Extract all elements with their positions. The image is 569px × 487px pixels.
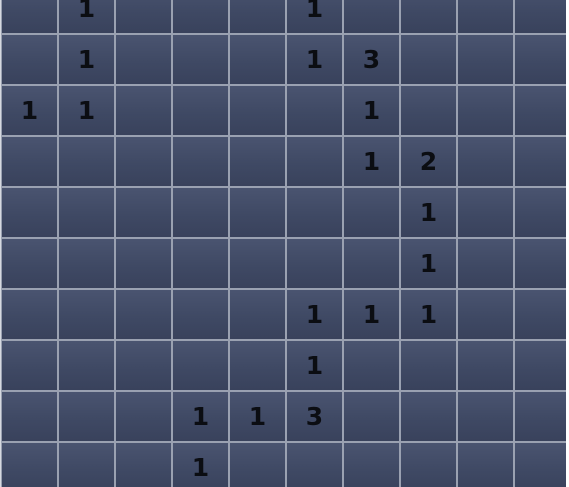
board-cell-r1-c0[interactable] — [1, 34, 58, 85]
board-cell-r6-c9[interactable] — [514, 289, 569, 340]
board-cell-r5-c4[interactable] — [229, 238, 286, 289]
board-cell-r1-c7[interactable] — [400, 34, 457, 85]
board-cell-r4-c5[interactable] — [286, 187, 343, 238]
board-cell-r6-c1[interactable] — [58, 289, 115, 340]
board-cell-r4-c1[interactable] — [58, 187, 115, 238]
board-cell-r4-c2[interactable] — [115, 187, 172, 238]
board-grid — [1, 0, 569, 487]
board-cell-r9-c6[interactable] — [343, 442, 400, 487]
board-cell-r5-c6[interactable] — [343, 238, 400, 289]
board-cell-r9-c4[interactable] — [229, 442, 286, 487]
board-cell-r9-c5[interactable] — [286, 442, 343, 487]
board-cell-r7-c3[interactable] — [172, 340, 229, 391]
board-cell-r3-c5[interactable] — [286, 136, 343, 187]
board-cell-r2-c6[interactable]: 1 — [343, 85, 400, 136]
board-cell-r1-c8[interactable] — [457, 34, 514, 85]
board-cell-r8-c8[interactable] — [457, 391, 514, 442]
board-cell-r9-c9[interactable] — [514, 442, 569, 487]
board-cell-r2-c7[interactable] — [400, 85, 457, 136]
board-cell-r2-c8[interactable] — [457, 85, 514, 136]
board-cell-r3-c3[interactable] — [172, 136, 229, 187]
board-cell-r6-c7[interactable]: 1 — [400, 289, 457, 340]
board-cell-r7-c8[interactable] — [457, 340, 514, 391]
board-cell-r5-c7[interactable]: 1 — [400, 238, 457, 289]
board-cell-r3-c9[interactable] — [514, 136, 569, 187]
board-cell-r2-c9[interactable] — [514, 85, 569, 136]
board-cell-r5-c5[interactable] — [286, 238, 343, 289]
board-cell-r4-c7[interactable]: 1 — [400, 187, 457, 238]
board-cell-r6-c5[interactable]: 1 — [286, 289, 343, 340]
board-cell-r7-c0[interactable] — [1, 340, 58, 391]
board-cell-r7-c4[interactable] — [229, 340, 286, 391]
board-cell-r8-c0[interactable] — [1, 391, 58, 442]
board-cell-r3-c0[interactable] — [1, 136, 58, 187]
board-cell-r6-c6[interactable]: 1 — [343, 289, 400, 340]
board-cell-r2-c1[interactable]: 1 — [58, 85, 115, 136]
board-cell-r8-c9[interactable] — [514, 391, 569, 442]
board-cell-r4-c0[interactable] — [1, 187, 58, 238]
board-cell-r4-c3[interactable] — [172, 187, 229, 238]
board-cell-r7-c1[interactable] — [58, 340, 115, 391]
board-cell-r1-c2[interactable] — [115, 34, 172, 85]
board-cell-r6-c4[interactable] — [229, 289, 286, 340]
board-cell-r1-c5[interactable]: 1 — [286, 34, 343, 85]
board-cell-r8-c7[interactable] — [400, 391, 457, 442]
board-cell-r5-c3[interactable] — [172, 238, 229, 289]
board-cell-r6-c8[interactable] — [457, 289, 514, 340]
board-cell-r7-c7[interactable] — [400, 340, 457, 391]
board-cell-r8-c5[interactable]: 3 — [286, 391, 343, 442]
board-cell-r9-c7[interactable] — [400, 442, 457, 487]
board-cell-r5-c1[interactable] — [58, 238, 115, 289]
board-cell-r6-c0[interactable] — [1, 289, 58, 340]
board-cell-r0-c9[interactable] — [514, 0, 569, 34]
board-cell-r1-c4[interactable] — [229, 34, 286, 85]
board-cell-r3-c8[interactable] — [457, 136, 514, 187]
board-cell-r3-c2[interactable] — [115, 136, 172, 187]
board-cell-r0-c2[interactable] — [115, 0, 172, 34]
board-cell-r1-c3[interactable] — [172, 34, 229, 85]
board-cell-r8-c4[interactable]: 1 — [229, 391, 286, 442]
board-cell-r8-c1[interactable] — [58, 391, 115, 442]
board-cell-r9-c8[interactable] — [457, 442, 514, 487]
board-cell-r0-c7[interactable] — [400, 0, 457, 34]
board-cell-r5-c9[interactable] — [514, 238, 569, 289]
board-cell-r0-c8[interactable] — [457, 0, 514, 34]
board-cell-r5-c8[interactable] — [457, 238, 514, 289]
board-cell-r9-c0[interactable] — [1, 442, 58, 487]
board-cell-r2-c3[interactable] — [172, 85, 229, 136]
board-cell-r0-c0[interactable] — [1, 0, 58, 34]
board-cell-r6-c2[interactable] — [115, 289, 172, 340]
board-cell-r8-c3[interactable]: 1 — [172, 391, 229, 442]
board-cell-r0-c6[interactable] — [343, 0, 400, 34]
board-cell-r9-c1[interactable] — [58, 442, 115, 487]
board-cell-r3-c7[interactable]: 2 — [400, 136, 457, 187]
board-cell-r2-c2[interactable] — [115, 85, 172, 136]
board-cell-r9-c3[interactable]: 1 — [172, 442, 229, 487]
board-cell-r7-c5[interactable]: 1 — [286, 340, 343, 391]
board-cell-r4-c6[interactable] — [343, 187, 400, 238]
board-cell-r5-c2[interactable] — [115, 238, 172, 289]
board-cell-r7-c6[interactable] — [343, 340, 400, 391]
board-cell-r3-c1[interactable] — [58, 136, 115, 187]
board-cell-r3-c6[interactable]: 1 — [343, 136, 400, 187]
board-cell-r0-c1[interactable]: 1 — [58, 0, 115, 34]
board-cell-r1-c9[interactable] — [514, 34, 569, 85]
board-cell-r4-c4[interactable] — [229, 187, 286, 238]
board-cell-r2-c4[interactable] — [229, 85, 286, 136]
board-cell-r7-c2[interactable] — [115, 340, 172, 391]
board-cell-r0-c3[interactable] — [172, 0, 229, 34]
board-cell-r3-c4[interactable] — [229, 136, 286, 187]
board-cell-r0-c4[interactable] — [229, 0, 286, 34]
board-cell-r7-c9[interactable] — [514, 340, 569, 391]
board-cell-r9-c2[interactable] — [115, 442, 172, 487]
board-cell-r8-c6[interactable] — [343, 391, 400, 442]
board-cell-r2-c0[interactable]: 1 — [1, 85, 58, 136]
board-cell-r6-c3[interactable] — [172, 289, 229, 340]
board-cell-r2-c5[interactable] — [286, 85, 343, 136]
board-cell-r5-c0[interactable] — [1, 238, 58, 289]
board-cell-r4-c9[interactable] — [514, 187, 569, 238]
board-cell-r1-c6[interactable]: 3 — [343, 34, 400, 85]
board-cell-r8-c2[interactable] — [115, 391, 172, 442]
board-cell-r1-c1[interactable]: 1 — [58, 34, 115, 85]
board-cell-r0-c5[interactable]: 1 — [286, 0, 343, 34]
board-cell-r4-c8[interactable] — [457, 187, 514, 238]
